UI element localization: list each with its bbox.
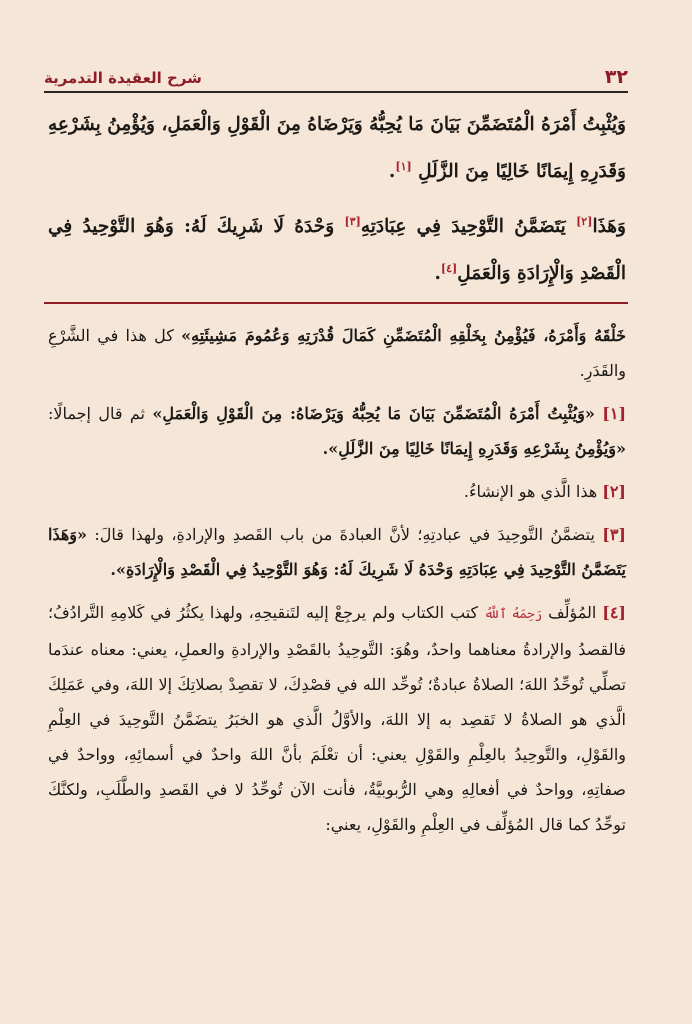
- note-ref-4: [٤]: [602, 603, 626, 622]
- period: .: [388, 161, 396, 183]
- footnote-divider: [44, 302, 628, 304]
- note-ref-3: [٣]: [602, 525, 626, 544]
- commentary-note-4: [48, 595, 626, 842]
- main-text-span: وَهَذَا: [592, 216, 626, 238]
- commentary-text: كل هذا في الشَّرْعِ والقَدَرِ.: [48, 326, 626, 380]
- quoted-text: خَلْقَهُ وَأَمْرَهُ، فَيُؤْمِنُ بِخَلْقِهِ الْمُتَضَمِّنِ كَمَالَ قُدْرَتِهِ وَعُمُومَ مَشِيئَتِهِ»: [181, 326, 627, 345]
- commentary-text: المُؤلِّف: [548, 603, 597, 622]
- footnote-marker-2[interactable]: [٢]: [576, 215, 593, 229]
- commentary-note-3: [48, 517, 626, 587]
- main-text-span: وَيُثْبِتُ أَمْرَهُ الْمُتَضَمِّنَ بَيَانَ مَا يُحِبُّهُ وَيَرْضَاهُ مِنَ الْقَوْلِ وَالْعَمَلِ، وَيُؤْمِنُ بِشَرْعِهِ وَقَدَرِهِ إِيمَانًا خَالِيًا مِنَ الزَّلَلِ: [48, 114, 626, 183]
- note-ref-2: [٢]: [602, 482, 626, 501]
- commentary-note-1: [48, 396, 626, 466]
- footnote-marker-3[interactable]: [٣]: [344, 215, 361, 229]
- quoted-text: «وَيُثْبِتُ أَمْرَهُ الْمُتَضَمِّنَ بَيَانَ مَا يُحِبُّهُ وَيَرْضَاهُ: مِنَ الْقَوْلِ وَالْعَمَلِ»: [152, 404, 595, 423]
- footnote-marker-4[interactable]: [٤]: [440, 262, 458, 276]
- period: .: [434, 263, 441, 285]
- page-header: [44, 56, 628, 92]
- commentary-note-2: [48, 474, 626, 509]
- commentary-continuation: [48, 318, 626, 388]
- page-number: ٣٢: [604, 66, 628, 88]
- running-title: شرح العقيدة التدمرية: [44, 69, 202, 87]
- footnote-marker-1[interactable]: [١]: [395, 160, 412, 173]
- main-paragraph-2: [48, 201, 626, 295]
- main-text-span: يَتَضَمَّنُ التَّوْحِيدَ فِي عِبَادَتِهِ: [360, 216, 566, 238]
- commentary-text: كتب الكتاب ولم يرجِعْ إليه لتَنقيحِهِ، ولهذا يكثُرُ في كَلامِهِ التَّرادُفُ؛ فالقصدُ والإرادةُ معناهما واحدٌ، وهُوَ: التَّوحِيدُ بالقَصْدِ والإرادةِ والعملِ، يعني: معناه عندَما تصلِّي تُوحِّدُ اللهَ؛ الصلاةُ عبادةٌ؛ تُوحِّد الله في قصْدِكَ، لا تقصِدْ بصلاتِكَ إلا اللهَ، وفي عَمَلِكَ الَّذي هو الصلاةُ لا تَقصِد به إلا اللهَ، والأوَّلُ الَّذي هو الخبَرُ يتضَمَّنُ التَّوحِيدَ في العِلْمِ والقَوْلِ، والتَّوحِيدُ بالعِلْمِ والقَوْلِ يعني: أن تعْلَمَ بأنَّ اللهَ واحدٌ في أسمائِهِ، وواحدٌ في صفاتِهِ، وواحدٌ في أفعالِهِ وهي الرُّبوبيَّةُ، فأنت الآن تُوحِّدُ لا في القَصدِ والطَّلَبِ، ولكنَّكَ توحِّدُ كما قال المُؤلِّف في العِلْمِ والقَوْلِ، يعني:: [48, 603, 626, 834]
- quoted-text: «وَهَذَا يَتَضَمَّنُ التَّوْحِيدَ فِي عِبَادَتِهِ وَحْدَهُ لَا شَرِيكَ لَهُ: وَهُوَ التَّوْحِيدُ فِي الْقَصْدِ وَالْإِرَادَةِ».: [48, 525, 626, 579]
- main-paragraph-1: [48, 104, 626, 193]
- main-text-span: وَحْدَهُ لَا شَرِيكَ لَهُ: وَهُوَ التَّوْحِيدُ فِي الْقَصْدِ وَالْإِرَادَةِ وَالْعَمَلِ: [48, 216, 626, 285]
- main-text: [48, 104, 626, 303]
- honorific-text: رَحِمَهُ ٱللَّهُ: [484, 607, 543, 622]
- quoted-text: «وَيُؤْمِنُ بِشَرْعِهِ وَقَدَرِهِ إِيمَانًا خَالِيًا مِنَ الزَّلَلِ».: [322, 439, 626, 458]
- header-divider: [44, 91, 628, 93]
- commentary: [48, 318, 626, 850]
- commentary-text: هذا الَّذي هو الإنشاءُ.: [463, 482, 598, 501]
- commentary-text: ثم قال إجمالًا:: [48, 404, 145, 423]
- note-ref-1: [١]: [602, 404, 627, 423]
- commentary-text: يتضمَّنُ التَّوحِيدَ في عبادتِهِ؛ لأنَّ العبادةَ من باب القَصدِ والإرادةِ، ولهذا قالَ:: [94, 525, 595, 544]
